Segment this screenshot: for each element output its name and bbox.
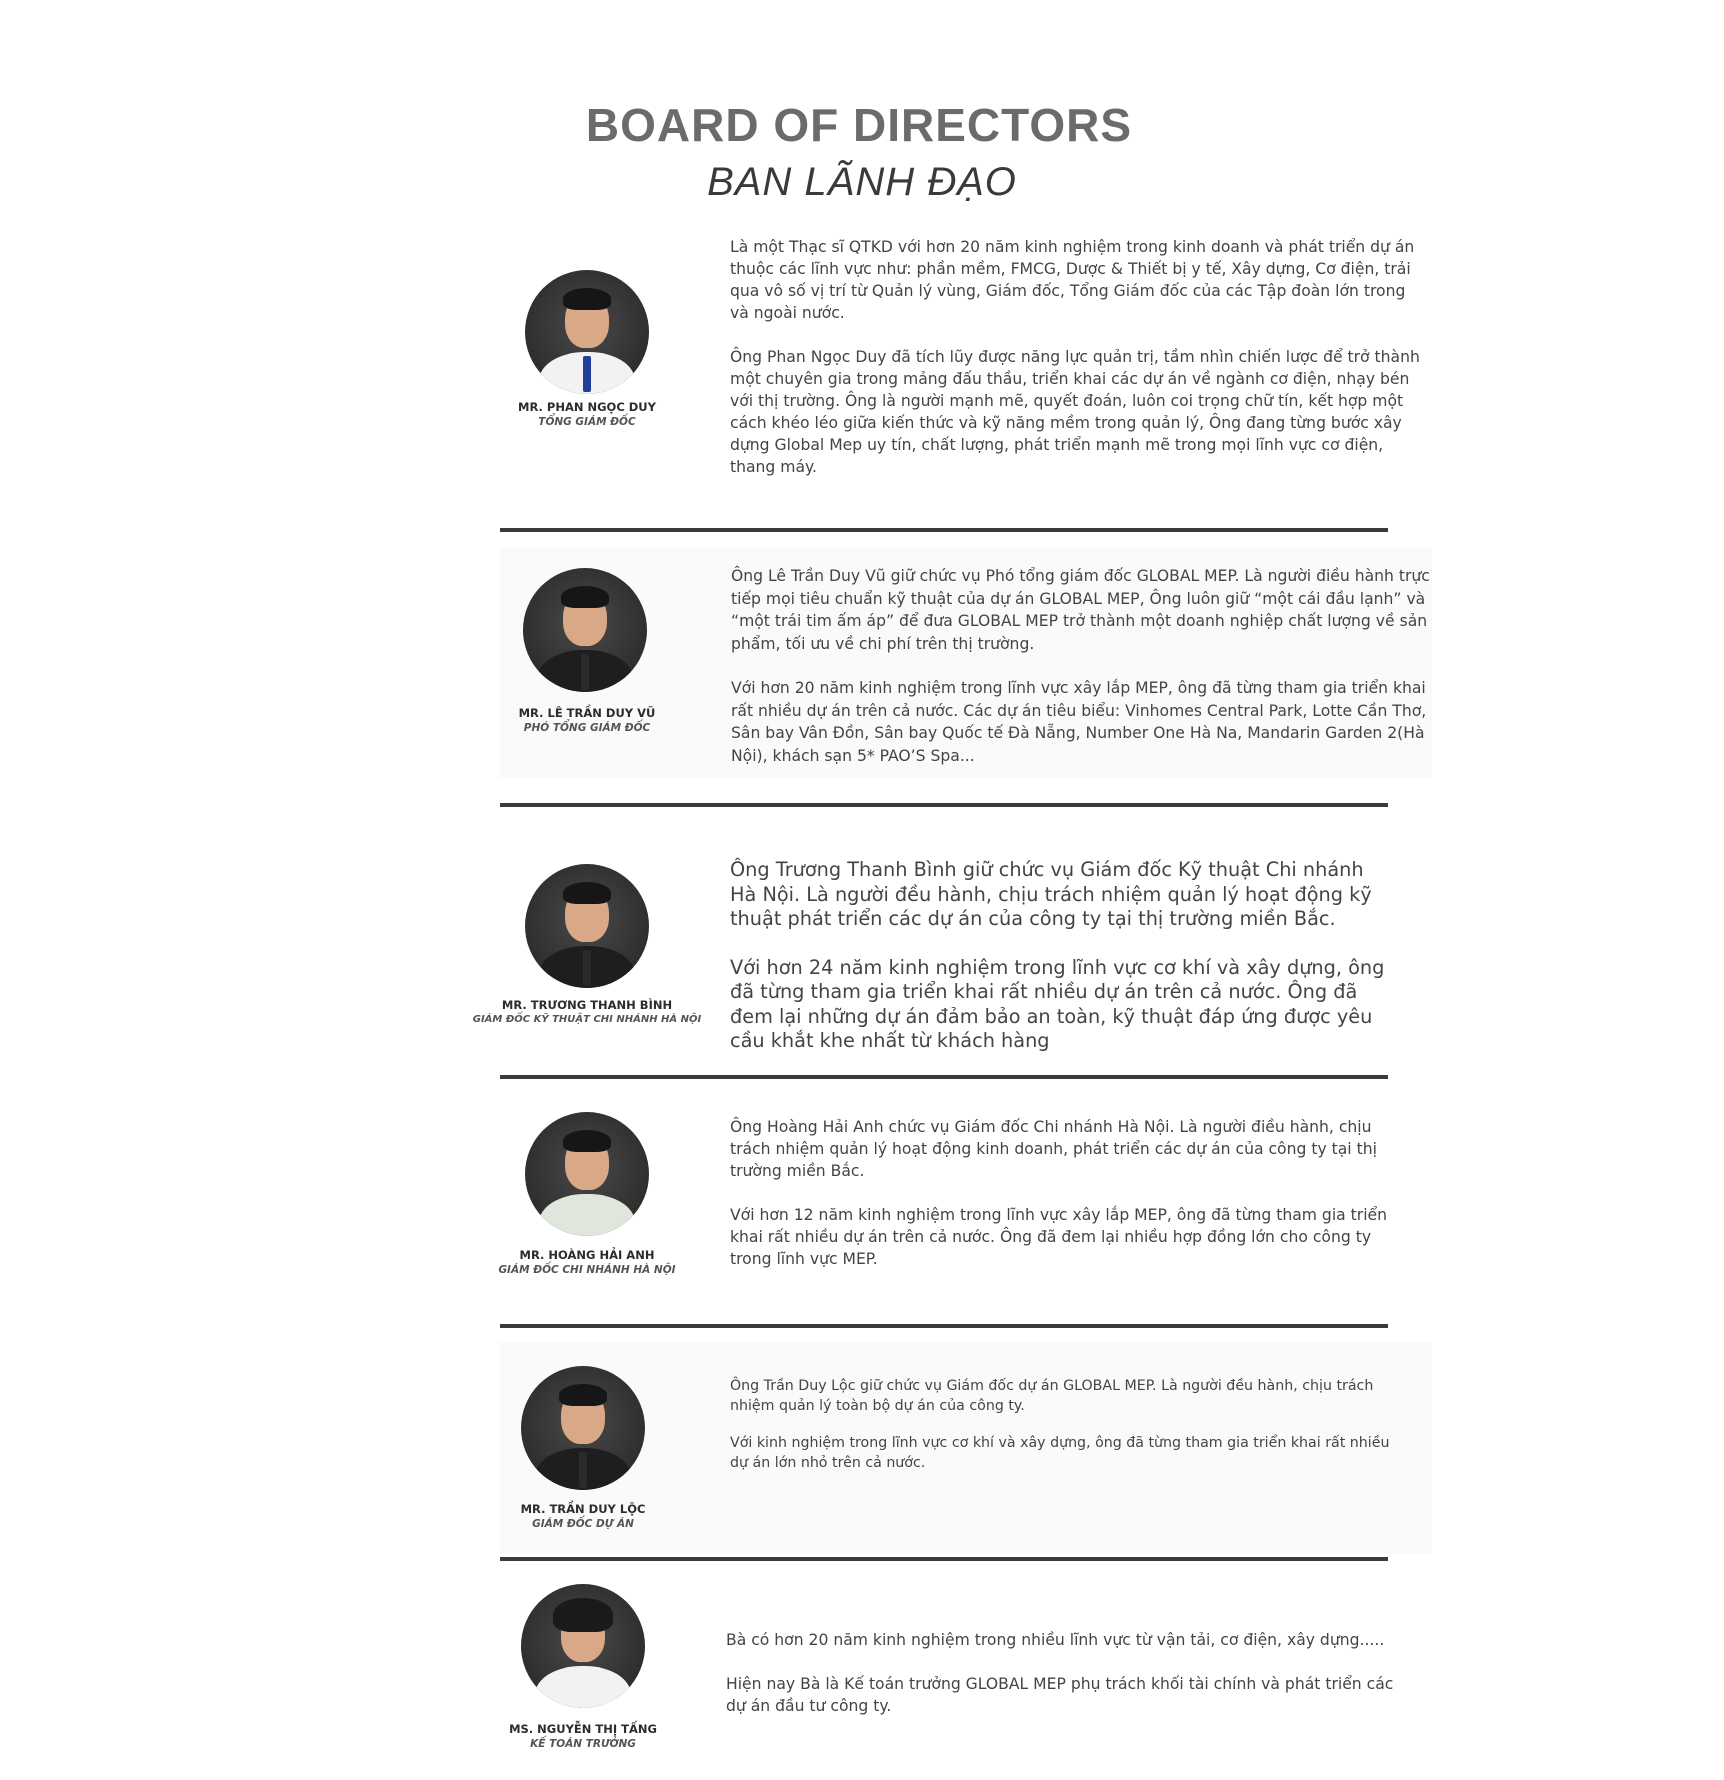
bio-paragraph: Ông Lê Trần Duy Vũ giữ chức vụ Phó tổng giám đốc GLOBAL MEP. Là người điều hành trực tiếp mọi tiêu chuẩn kỹ thuật của dự án GLOBAL MEP, Ông luôn giữ “một cái đầu lạnh” và “một trái tim ấm áp” để đưa GLOBAL MEP trở thành một doanh nghiệp chất lượng về sản phẩm, tối ưu về chi phí trên thị trường. — [731, 567, 1430, 653]
member-role: KẾ TOÁN TRƯỞNG — [530, 1738, 636, 1750]
member-role: TỔNG GIÁM ĐỐC — [538, 416, 636, 428]
bio-paragraph: Ông Trương Thanh Bình giữ chức vụ Giám đốc Kỹ thuật Chi nhánh Hà Nội. Là người đều hành, chịu trách nhiệm quản lý hoạt động kỹ thuật phát triển các dự án của công ty tại thị trường miền Bắc. — [730, 858, 1372, 930]
member-bio — [726, 1629, 1416, 1717]
member-role: GIÁM ĐỐC CHI NHÁNH HÀ NỘI — [498, 1264, 676, 1276]
member-name: MR. HOÀNG HẢI ANH — [519, 1248, 655, 1262]
bio-paragraph: Với hơn 24 năm kinh nghiệm trong lĩnh vực cơ khí và xây dựng, ông đã từng tham gia triển khai rất nhiều dự án trên cả nước. Ông đã đem lại những dự án đảm bảo an toàn, kỹ thuật đáp ứng được yêu cầu khắt khe nhất từ khách hàng — [730, 955, 1385, 1052]
avatar — [521, 1366, 645, 1490]
member-name: MR. LÊ TRẦN DUY VŨ — [518, 706, 656, 720]
bio-paragraph: Là một Thạc sĩ QTKD với hơn 20 năm kinh nghiệm trong kinh doanh và phát triển dự án thuộc các lĩnh vực như: phần mềm, FMCG, Dược & Thiết bị y tế, Xây dựng, Cơ điện, trải qua vô số vị trí từ Quản lý vùng, Giám đốc, Tổng Giám đốc của các Tập đoàn lớn trong và ngoài nước. — [730, 238, 1415, 322]
bio-paragraph: Với hơn 12 năm kinh nghiệm trong lĩnh vực xây lắp MEP, ông đã từng tham gia triển khai rất nhiều dự án trên cả nước. Ông đã đem lại nhiều hợp đồng lớn cho công ty trong lĩnh vực MEP. — [730, 1206, 1388, 1268]
section-divider — [500, 1324, 1388, 1328]
bio-paragraph: Ông Phan Ngọc Duy đã tích lũy được năng lực quản trị, tầm nhìn chiến lược để trở thành một chuyên gia trong mảng đấu thầu, triển khai các dự án về ngành cơ điện, nhạy bén với thị trường. Ông là người mạnh mẽ, quyết đoán, luôn coi trọng chữ tín, kết hợp một cách khéo léo giữa kiến thức và kỹ năng mềm trong quản lý, Ông đang từng bước xây dựng Global Mep uy tín, chất lượng, phát triển mạnh mẽ trong mọi lĩnh vực cơ điện, thang máy. — [730, 348, 1420, 476]
member-role: PHÓ TỔNG GIÁM ĐỐC — [523, 722, 651, 734]
member-bio — [730, 858, 1390, 1054]
avatar — [525, 1112, 649, 1236]
member-name: MR. TRƯƠNG THANH BÌNH — [501, 998, 673, 1012]
section-divider — [500, 528, 1388, 532]
bio-paragraph: Bà có hơn 20 năm kinh nghiệm trong nhiều lĩnh vực từ vận tải, cơ điện, xây dựng..... — [726, 1631, 1385, 1649]
avatar — [525, 864, 649, 988]
avatar — [525, 270, 649, 394]
member-role: GIÁM ĐỐC KỸ THUẬT CHI NHÁNH HÀ NỘI — [472, 1014, 702, 1025]
avatar — [523, 568, 647, 692]
bio-paragraph: Hiện nay Bà là Kế toán trưởng GLOBAL MEP phụ trách khối tài chính và phát triển các dự án đầu tư công ty. — [726, 1675, 1394, 1715]
bio-paragraph: Với hơn 20 năm kinh nghiệm trong lĩnh vực xây lắp MEP, ông đã từng tham gia triển khai rất nhiều dự án trên cả nước. Các dự án tiêu biểu: Vinhomes Central Park, Lotte Cần Thơ, Sân bay Vân Đồn, Sân bay Quốc tế Đà Nẵng, Number One Hà Na, Mandarin Garden 2(Hà Nội), khách sạn 5* PAO’S Spa... — [731, 679, 1427, 765]
page-subtitle: BAN LÃNH ĐẠO — [707, 160, 1017, 204]
page-title: BOARD OF DIRECTORS — [585, 99, 1133, 151]
member-bio — [730, 236, 1420, 478]
section-divider — [500, 803, 1388, 807]
bio-paragraph: Với kinh nghiệm trong lĩnh vực cơ khí và xây dựng, ông đã từng tham gia triển khai rất nhiều dự án lớn nhỏ trên cả nước. — [730, 1435, 1390, 1471]
member-bio — [730, 1116, 1405, 1270]
member-bio — [730, 1377, 1410, 1473]
bio-paragraph: Ông Trần Duy Lộc giữ chức vụ Giám đốc dự án GLOBAL MEP. Là người đều hành, chịu trách nhiệm quản lý toàn bộ dự án của công ty. — [730, 1378, 1374, 1414]
section-divider — [500, 1557, 1388, 1561]
member-name: MR. TRẦN DUY LỘC — [520, 1502, 646, 1516]
avatar — [521, 1584, 645, 1708]
bio-paragraph: Ông Hoàng Hải Anh chức vụ Giám đốc Chi nhánh Hà Nội. Là người điều hành, chịu trách nhiệm quản lý hoạt động kinh doanh, phát triển các dự án của công ty tại thị trường miền Bắc. — [730, 1118, 1377, 1180]
member-name: MR. PHAN NGỌC DUY — [518, 400, 656, 414]
member-bio — [731, 565, 1431, 767]
section-divider — [500, 1075, 1388, 1079]
member-role: GIÁM ĐỐC DỰ ÁN — [532, 1518, 634, 1530]
member-name: MS. NGUYỄN THỊ TẤNG — [509, 1722, 657, 1736]
